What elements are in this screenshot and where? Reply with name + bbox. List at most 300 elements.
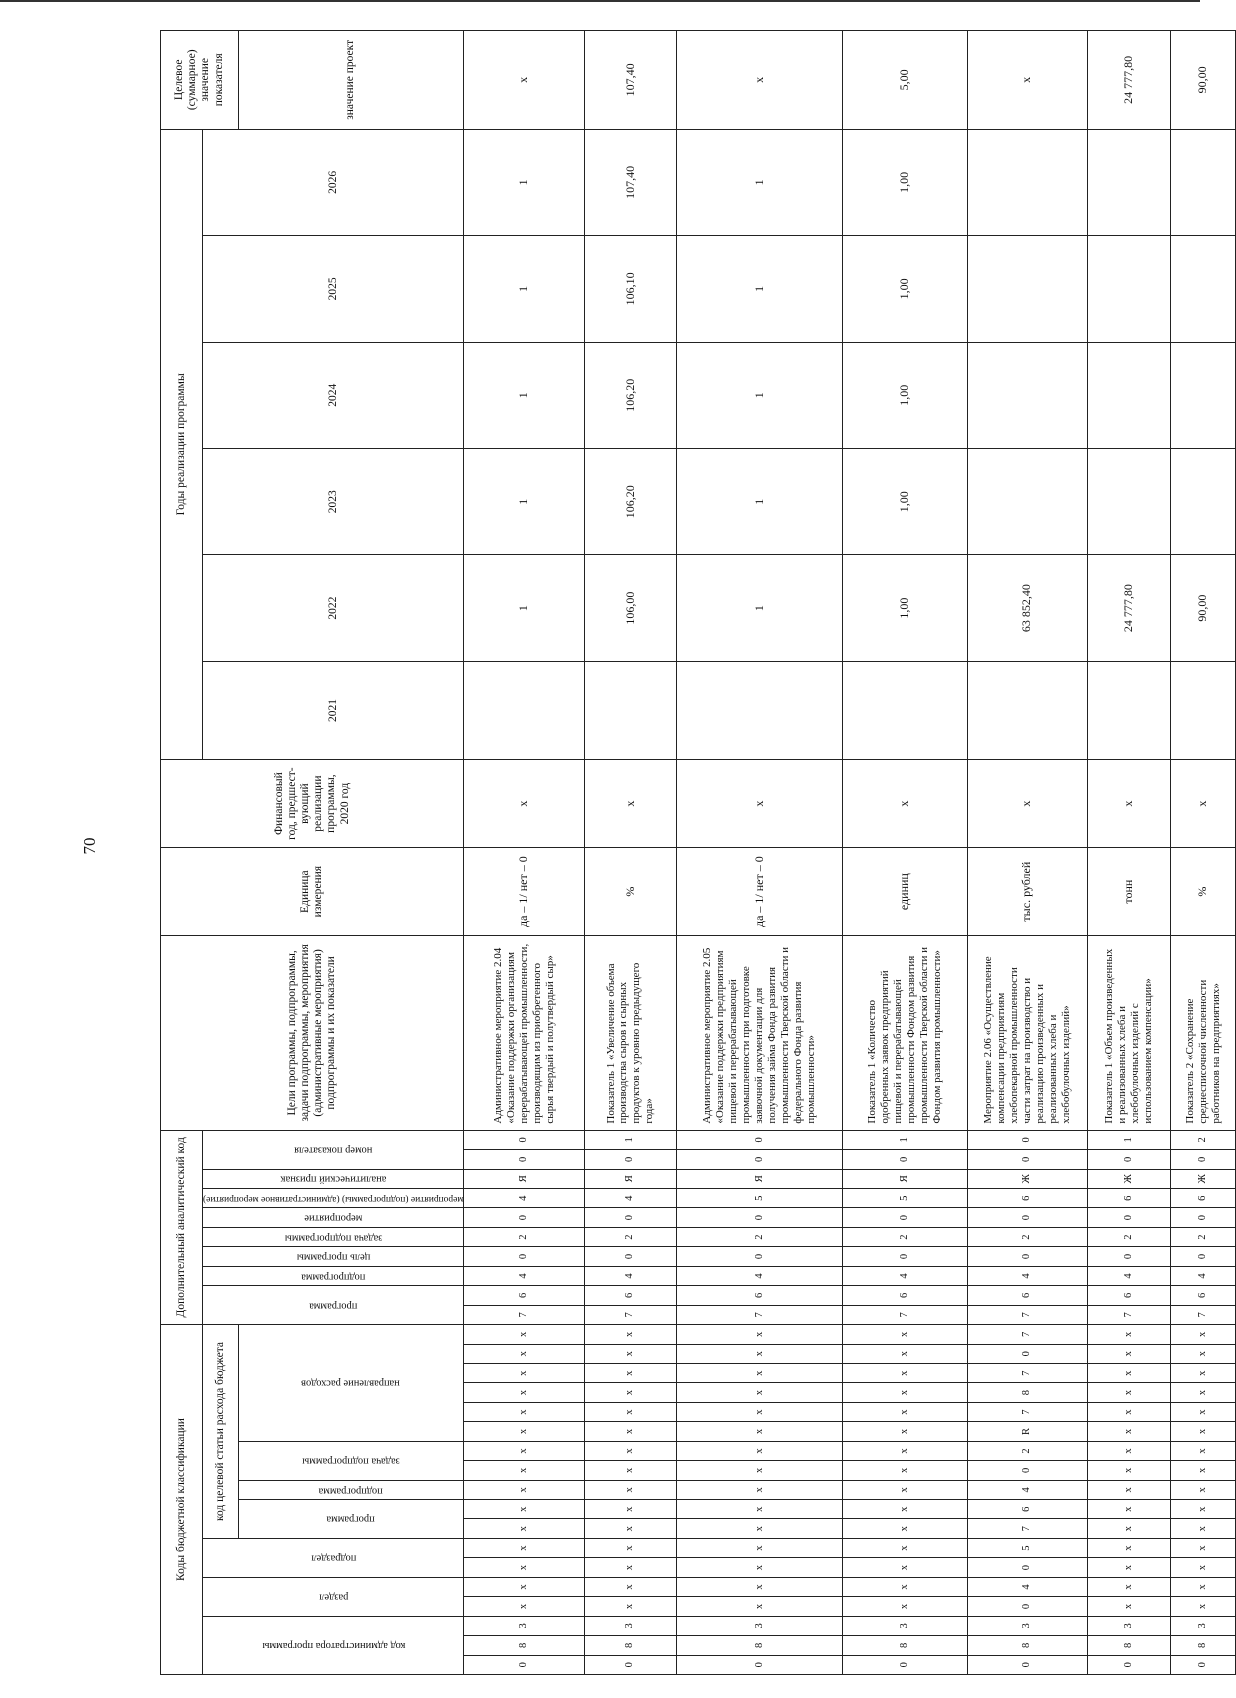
extra-code-cell: 6	[1170, 1286, 1236, 1305]
budget-code-cell: R	[967, 1422, 1088, 1441]
extra-code-cell: 6	[843, 1286, 967, 1305]
year-value-cell: 107,40	[585, 129, 677, 236]
year-value-cell	[1088, 448, 1171, 554]
year-value-cell: 106,10	[585, 236, 677, 342]
extra-code-cell: 6	[967, 1188, 1088, 1207]
budget-code-cell: 0	[464, 1655, 585, 1674]
budget-code-cell: х	[1170, 1577, 1236, 1596]
extra-code-cell: 2	[1088, 1227, 1171, 1246]
budget-code-cell: х	[464, 1519, 585, 1538]
budget-code-cell: 8	[464, 1636, 585, 1655]
budget-code-cell: х	[464, 1480, 585, 1499]
budget-code-cell: х	[676, 1383, 843, 1402]
extra-code-cell: 4	[1170, 1266, 1236, 1285]
year-value-cell: 1	[464, 129, 585, 236]
target-value-cell: 5,00	[843, 31, 967, 130]
target-value-cell: 24 777,80	[1088, 31, 1171, 130]
year-header: 2023	[203, 448, 464, 554]
extra-code-cell: 6	[464, 1286, 585, 1305]
extra-code-cell: 4	[464, 1266, 585, 1285]
target-value-cell: х	[676, 31, 843, 130]
budget-code-cell: х	[843, 1500, 967, 1519]
budget-code-cell: х	[585, 1422, 677, 1441]
x-goal-header: цель программы	[203, 1247, 464, 1266]
year-header: 2022	[203, 555, 464, 661]
extra-code-cell: 7	[585, 1305, 677, 1324]
budget-code-cell: х	[464, 1558, 585, 1577]
extra-code-cell: 0	[676, 1208, 843, 1227]
extra-code-cell: Я	[676, 1169, 843, 1188]
target-value-cell: 107,40	[585, 31, 677, 130]
year-value-cell	[1170, 342, 1236, 448]
extra-code-cell: Я	[843, 1169, 967, 1188]
year-value-cell	[676, 661, 843, 759]
budget-code-cell: х	[843, 1597, 967, 1616]
budget-code-cell: 3	[585, 1616, 677, 1635]
extra-code-cell: 2	[464, 1227, 585, 1246]
budget-code-cell: 6	[967, 1500, 1088, 1519]
x-event-header: мероприятие	[203, 1208, 464, 1227]
extra-code-cell: 4	[676, 1266, 843, 1285]
extra-code-cell: 2	[843, 1227, 967, 1246]
extra-code-cell: 2	[1170, 1130, 1236, 1150]
page-number: 70	[80, 837, 99, 855]
extra-code-cell: 0	[1088, 1208, 1171, 1227]
fin-year-cell: х	[1170, 760, 1236, 848]
budget-code-cell: х	[676, 1461, 843, 1480]
extra-code-cell: 0	[676, 1247, 843, 1266]
table-row	[464, 31, 585, 1675]
budget-code-cell: х	[843, 1461, 967, 1480]
budget-code-cell: х	[1088, 1325, 1171, 1345]
budget-code-cell: х	[585, 1364, 677, 1383]
extra-code-cell: 0	[1088, 1247, 1171, 1266]
budget-code-cell: х	[1088, 1402, 1171, 1421]
extra-code-cell: 1	[1088, 1130, 1171, 1150]
year-value-cell	[967, 448, 1088, 554]
budget-code-cell: 8	[1088, 1636, 1171, 1655]
budget-code-cell: х	[585, 1597, 677, 1616]
extra-code-cell: 0	[464, 1247, 585, 1266]
year-value-cell: 63 852,40	[967, 555, 1088, 661]
budget-code-cell: х	[1170, 1500, 1236, 1519]
extra-code-cell: 6	[1088, 1188, 1171, 1207]
budget-code-cell: 3	[843, 1616, 967, 1635]
budget-code-cell: х	[464, 1538, 585, 1557]
year-value-cell: 1	[464, 448, 585, 554]
year-value-cell	[967, 342, 1088, 448]
budget-code-cell: х	[1170, 1597, 1236, 1616]
extra-code-cell: 0	[1170, 1247, 1236, 1266]
budget-code-cell: х	[585, 1500, 677, 1519]
extra-code-header: Дополнительный аналитический код	[161, 1130, 203, 1324]
extra-code-cell: Я	[464, 1169, 585, 1188]
years-group-header: Годы реализации программы	[161, 129, 203, 760]
budget-code-cell: 0	[967, 1461, 1088, 1480]
budget-code-cell: х	[464, 1461, 585, 1480]
row-name-cell: Административное мероприятие 2.04 «Оказание поддержки организациям перерабатывающей промышленности, производящим из приобретенного сырья твердый и полутвердый сыр»	[464, 936, 585, 1130]
section-header: раздел	[203, 1577, 464, 1616]
subprogram-header: подпрограмма	[238, 1480, 464, 1499]
budget-code-cell: х	[1170, 1364, 1236, 1383]
budget-code-cell: х	[1088, 1344, 1171, 1363]
year-value-cell	[1088, 342, 1171, 448]
budget-code-cell: х	[464, 1441, 585, 1460]
budget-code-cell: х	[1088, 1558, 1171, 1577]
budget-code-cell: х	[1170, 1480, 1236, 1499]
budget-code-cell: х	[676, 1500, 843, 1519]
budget-code-cell: х	[1088, 1519, 1171, 1538]
budget-code-cell: х	[843, 1519, 967, 1538]
budget-code-cell: х	[676, 1538, 843, 1557]
budget-code-cell: 3	[1088, 1616, 1171, 1635]
budget-code-cell: 0	[967, 1597, 1088, 1616]
extra-code-cell: 0	[464, 1208, 585, 1227]
extra-code-cell: 5	[676, 1188, 843, 1207]
budget-code-cell: 4	[967, 1480, 1088, 1499]
extra-code-cell: 2	[1170, 1227, 1236, 1246]
year-value-cell: 1	[464, 342, 585, 448]
extra-code-cell: 0	[464, 1150, 585, 1169]
budget-code-cell: х	[676, 1325, 843, 1345]
budget-code-cell: х	[464, 1383, 585, 1402]
target-sub2-label: проект	[344, 39, 357, 74]
target-value-cell: х	[464, 31, 585, 130]
unit-cell: да – 1/ нет – 0	[676, 848, 843, 936]
budget-code-cell: х	[585, 1558, 677, 1577]
budget-code-cell: х	[1088, 1383, 1171, 1402]
unit-cell: тыс. рублей	[967, 848, 1088, 936]
budget-code-cell: х	[676, 1597, 843, 1616]
x-admin-event-header: мероприятие (подпрограммы) (административное мероприятие)	[203, 1188, 464, 1207]
budget-code-cell: 0	[967, 1655, 1088, 1674]
extra-code-cell: 7	[464, 1305, 585, 1324]
row-name-cell: Показатель 1 «Количество одобренных заявок предприятий пищевой и перерабатывающей промышленности Фондом развития промышленности Тверской области и Фондом развития промышленности»	[843, 936, 967, 1130]
year-value-cell	[1088, 129, 1171, 236]
extra-code-cell: 7	[1170, 1305, 1236, 1324]
budget-code-cell: 4	[967, 1577, 1088, 1596]
budget-code-cell: 7	[967, 1364, 1088, 1383]
target-sub-header	[238, 31, 464, 130]
budget-code-cell: х	[464, 1597, 585, 1616]
year-value-cell: 1,00	[843, 342, 967, 448]
year-value-cell: 90,00	[1170, 555, 1236, 661]
budget-code-cell: х	[1088, 1480, 1171, 1499]
unit-cell: %	[585, 848, 677, 936]
extra-code-cell: 6	[1088, 1286, 1171, 1305]
extra-code-cell: 0	[585, 1208, 677, 1227]
budget-code-cell: х	[464, 1344, 585, 1363]
budget-code-cell: х	[464, 1402, 585, 1421]
extra-code-cell: 7	[843, 1305, 967, 1324]
budget-code-cell: 0	[967, 1344, 1088, 1363]
budget-code-cell: х	[585, 1480, 677, 1499]
extra-code-cell: 0	[967, 1130, 1088, 1150]
extra-code-cell: 6	[676, 1286, 843, 1305]
extra-code-cell: Ж	[967, 1169, 1088, 1188]
extra-code-cell: 0	[585, 1247, 677, 1266]
extra-code-cell: 0	[585, 1150, 677, 1169]
year-value-cell: 1,00	[843, 555, 967, 661]
target-group-header: Целевое (суммарное) значение показателя	[161, 31, 239, 130]
budget-code-cell: х	[676, 1480, 843, 1499]
year-value-cell: 1	[464, 236, 585, 342]
unit-cell: да – 1/ нет – 0	[464, 848, 585, 936]
extra-code-cell: 5	[843, 1188, 967, 1207]
year-value-cell: 106,20	[585, 448, 677, 554]
budget-code-cell: х	[676, 1364, 843, 1383]
extra-code-cell: 6	[585, 1286, 677, 1305]
budget-code-cell: 0	[967, 1558, 1088, 1577]
year-value-cell	[967, 129, 1088, 236]
fin-year-cell: х	[967, 760, 1088, 848]
budget-codes-header: Коды бюджетной классификации	[161, 1325, 203, 1675]
year-value-cell: 106,20	[585, 342, 677, 448]
budget-code-cell: х	[843, 1441, 967, 1460]
budget-code-cell: х	[676, 1519, 843, 1538]
extra-code-cell: 0	[967, 1247, 1088, 1266]
year-header: 2021	[203, 661, 464, 759]
extra-code-cell: 0	[967, 1208, 1088, 1227]
budget-code-cell: х	[843, 1364, 967, 1383]
budget-code-cell: х	[676, 1344, 843, 1363]
row-name-cell: Показатель 1 «Увеличение объема производства сыров и сырных продуктов к уровню предыдущего года»	[585, 936, 677, 1130]
direction-header: направление расходов	[238, 1325, 464, 1442]
year-value-cell	[967, 236, 1088, 342]
x-sign-header: аналитический признак	[203, 1169, 464, 1188]
budget-code-cell: 2	[967, 1441, 1088, 1460]
budget-code-cell: х	[1088, 1538, 1171, 1557]
extra-code-cell: 2	[585, 1227, 677, 1246]
admin-code-header: код администратора программы	[203, 1616, 464, 1674]
target-value-cell: 90,00	[1170, 31, 1236, 130]
budget-code-cell: х	[676, 1441, 843, 1460]
fin-year-cell: х	[1088, 760, 1171, 848]
x-subprogram-header: подпрограмма	[203, 1266, 464, 1285]
budget-code-cell: х	[585, 1577, 677, 1596]
fin-year-cell: х	[843, 760, 967, 848]
budget-code-cell: х	[1170, 1325, 1236, 1345]
fin-year-cell: х	[585, 760, 677, 848]
budget-code-cell: 0	[843, 1655, 967, 1674]
unit-cell: единиц	[843, 848, 967, 936]
budget-code-cell: х	[1170, 1558, 1236, 1577]
extra-code-cell: 4	[843, 1266, 967, 1285]
extra-code-cell: 4	[464, 1188, 585, 1207]
year-value-cell: 1	[464, 555, 585, 661]
budget-code-cell: 8	[967, 1636, 1088, 1655]
budget-code-cell: 3	[464, 1616, 585, 1635]
target-item-header: код целевой статьи расхода бюджета	[203, 1325, 239, 1539]
table-row	[1088, 31, 1171, 1675]
budget-code-cell: 0	[676, 1655, 843, 1674]
budget-code-cell: х	[585, 1538, 677, 1557]
budget-code-cell: х	[843, 1383, 967, 1402]
year-value-cell: 1,00	[843, 129, 967, 236]
budget-code-cell: х	[1088, 1500, 1171, 1519]
unit-cell: тонн	[1088, 848, 1171, 936]
extra-code-cell: Я	[585, 1169, 677, 1188]
year-header: 2026	[203, 129, 464, 236]
budget-code-cell: х	[843, 1402, 967, 1421]
year-value-cell	[585, 661, 677, 759]
budget-code-cell: х	[676, 1577, 843, 1596]
table-row	[585, 31, 677, 1675]
year-header: 2024	[203, 342, 464, 448]
budget-code-cell: х	[1170, 1461, 1236, 1480]
year-value-cell: 1	[676, 129, 843, 236]
extra-code-cell: 2	[967, 1227, 1088, 1246]
budget-code-cell: х	[676, 1422, 843, 1441]
year-value-cell	[1170, 661, 1236, 759]
budget-code-cell: х	[1088, 1597, 1171, 1616]
row-name-cell: Мероприятие 2.06 «Осуществление компенсации предприятиям хлебопекарной промышленности части затрат на производство и реализацию произведенных и реализованных хлеба и хлебобулочных изделий»	[967, 936, 1088, 1130]
fin-year-cell: х	[676, 760, 843, 848]
extra-code-cell: 4	[585, 1188, 677, 1207]
budget-code-cell: 7	[967, 1519, 1088, 1538]
budget-code-cell: х	[1170, 1422, 1236, 1441]
budget-code-cell: х	[1088, 1364, 1171, 1383]
budget-code-cell: х	[1088, 1422, 1171, 1441]
table-body	[464, 31, 1236, 1675]
task-header: задача подпрограммы	[238, 1441, 464, 1480]
extra-code-cell: 0	[1170, 1208, 1236, 1227]
year-value-cell: 106,00	[585, 555, 677, 661]
budget-code-cell: х	[843, 1480, 967, 1499]
x-program-header: программа	[203, 1286, 464, 1325]
budget-code-cell: х	[1170, 1344, 1236, 1363]
budget-code-cell: 3	[1170, 1616, 1236, 1635]
extra-code-cell: 6	[1170, 1188, 1236, 1207]
extra-code-cell: 1	[843, 1130, 967, 1150]
budget-code-cell: х	[676, 1558, 843, 1577]
budget-code-cell: х	[1170, 1519, 1236, 1538]
fin-year-cell: х	[464, 760, 585, 848]
budget-code-cell: х	[464, 1422, 585, 1441]
budget-code-cell: х	[1170, 1383, 1236, 1402]
budget-code-cell: х	[843, 1344, 967, 1363]
extra-code-cell: Ж	[1088, 1169, 1171, 1188]
budget-code-cell: 7	[967, 1325, 1088, 1345]
extra-code-cell: 4	[1088, 1266, 1171, 1285]
subsection-header: подраздел	[203, 1538, 464, 1577]
extra-code-cell: 0	[843, 1150, 967, 1169]
budget-code-cell: х	[464, 1364, 585, 1383]
budget-code-cell: х	[585, 1344, 677, 1363]
budget-code-cell: х	[1170, 1538, 1236, 1557]
year-value-cell	[967, 661, 1088, 759]
year-value-cell	[1088, 661, 1171, 759]
table-row	[843, 31, 967, 1675]
target-sub-label: значение	[344, 76, 357, 120]
extra-code-cell: 7	[676, 1305, 843, 1324]
extra-code-cell: 0	[843, 1247, 967, 1266]
extra-code-cell: 0	[843, 1208, 967, 1227]
year-value-cell	[1088, 236, 1171, 342]
x-task-header: задача подпрограммы	[203, 1227, 464, 1246]
scan-edge	[0, 0, 1200, 2]
row-name-cell: Показатель 2 «Сохранение среднесписочной численности работников на предприятиях»	[1170, 936, 1236, 1130]
unit-header: Единица измерения	[161, 848, 464, 936]
year-value-cell: 1	[676, 236, 843, 342]
budget-code-cell: 8	[585, 1636, 677, 1655]
row-name-cell: Административное мероприятие 2.05 «Оказание поддержки предприятиям пищевой и перерабатывающей промышленности при подготовке заявочной документации для получения займа Фонда развития промышленности Тверской области и федерального Фонда развития промышленности»	[676, 936, 843, 1130]
budget-code-cell: 8	[967, 1383, 1088, 1402]
budget-code-cell: 0	[585, 1655, 677, 1674]
year-value-cell: 1,00	[843, 448, 967, 554]
budget-code-cell: х	[585, 1461, 677, 1480]
budget-code-cell: 8	[1170, 1636, 1236, 1655]
unit-cell: %	[1170, 848, 1236, 936]
budget-code-cell: х	[843, 1422, 967, 1441]
year-value-cell	[1170, 236, 1236, 342]
budget-code-cell: 0	[1088, 1655, 1171, 1674]
program-header: программа	[238, 1500, 464, 1539]
extra-code-cell: Ж	[1170, 1169, 1236, 1188]
extra-code-cell: 6	[967, 1286, 1088, 1305]
extra-code-cell: 0	[676, 1150, 843, 1169]
target-value-cell: х	[967, 31, 1088, 130]
year-value-cell: 1	[676, 342, 843, 448]
extra-code-cell: 4	[967, 1266, 1088, 1285]
budget-code-cell: х	[464, 1500, 585, 1519]
year-value-cell: 1	[676, 555, 843, 661]
budget-code-cell: х	[1088, 1441, 1171, 1460]
year-value-cell: 1,00	[843, 236, 967, 342]
budget-code-cell: х	[1170, 1441, 1236, 1460]
extra-code-cell: 7	[1088, 1305, 1171, 1324]
names-header: Цели программы, подпрограммы, задачи подпрограммы, мероприятия (административные мероприятия) подпрограммы и их показатели	[161, 936, 464, 1130]
extra-code-cell: 2	[676, 1227, 843, 1246]
year-header: 2025	[203, 236, 464, 342]
year-value-cell: 1	[676, 448, 843, 554]
extra-code-cell: 7	[967, 1305, 1088, 1324]
extra-code-cell: 0	[464, 1130, 585, 1150]
budget-code-cell: 3	[967, 1616, 1088, 1635]
extra-code-cell: 0	[1088, 1150, 1171, 1169]
budget-code-cell: х	[585, 1441, 677, 1460]
budget-code-cell: 3	[676, 1616, 843, 1635]
budget-code-cell: 8	[676, 1636, 843, 1655]
year-value-cell: 24 777,80	[1088, 555, 1171, 661]
budget-code-cell: х	[1088, 1577, 1171, 1596]
budget-code-cell: 8	[843, 1636, 967, 1655]
budget-code-cell: х	[585, 1383, 677, 1402]
budget-code-cell: х	[843, 1325, 967, 1345]
row-name-cell: Показатель 1 «Объем произведенных и реализованных хлеба и хлебобулочных изделий с использованием компенсации»	[1088, 936, 1171, 1130]
budget-code-cell: х	[464, 1577, 585, 1596]
extra-code-cell: 1	[585, 1130, 677, 1150]
year-value-cell	[1170, 448, 1236, 554]
x-indicator-header: номер показателя	[203, 1130, 464, 1169]
table-row	[1170, 31, 1236, 1675]
budget-code-cell: х	[585, 1325, 677, 1345]
year-value-cell	[843, 661, 967, 759]
budget-code-cell: х	[676, 1402, 843, 1421]
budget-code-cell: х	[843, 1577, 967, 1596]
budget-code-cell: х	[585, 1402, 677, 1421]
budget-code-cell: х	[585, 1519, 677, 1538]
budget-code-cell: х	[1170, 1402, 1236, 1421]
budget-code-cell: 0	[1170, 1655, 1236, 1674]
year-value-cell	[1170, 129, 1236, 236]
program-indicators-table	[160, 30, 1236, 1675]
budget-code-cell: 5	[967, 1538, 1088, 1557]
extra-code-cell: 0	[676, 1130, 843, 1150]
budget-code-cell: х	[464, 1325, 585, 1345]
table-row	[967, 31, 1088, 1675]
budget-code-cell: х	[843, 1538, 967, 1557]
